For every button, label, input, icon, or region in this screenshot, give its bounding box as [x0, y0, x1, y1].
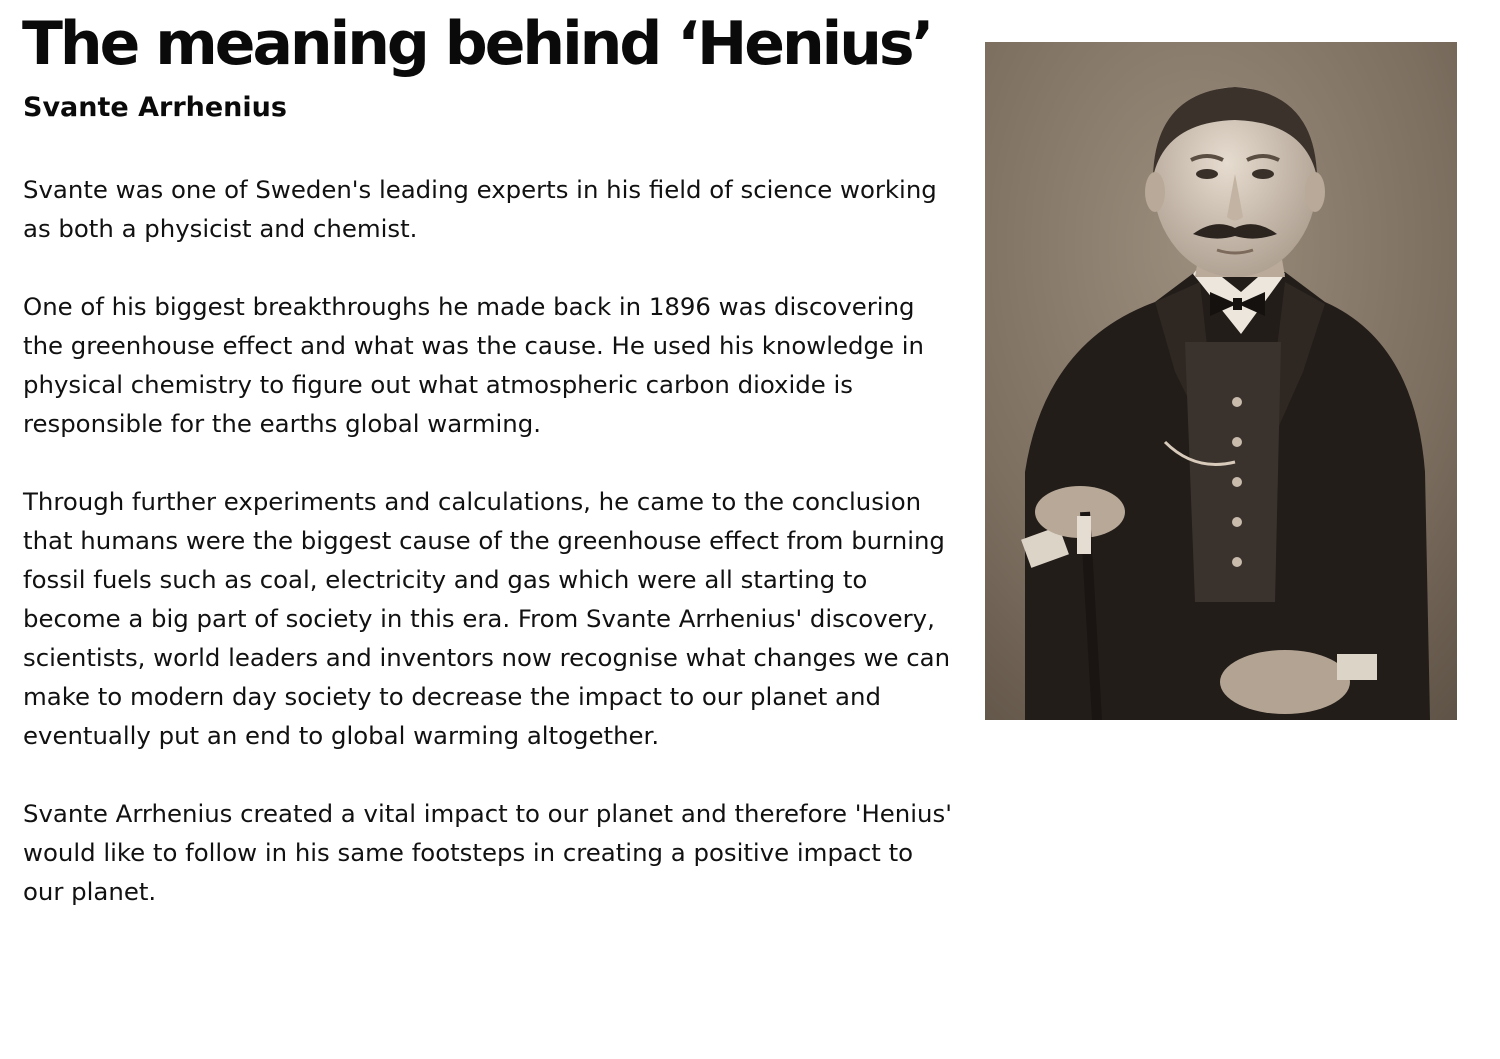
- page-subtitle: Svante Arrhenius: [23, 92, 287, 123]
- page-title: The meaning behind ‘Henius’: [22, 9, 932, 79]
- paragraph-conclusion: Through further experiments and calculations, he came to the conclusion that humans were the biggest cause of the greenhouse effect from burning fossil fuels such as coal, electricity and gas which were all starting to become a big part of society in this era. From Svante Arrhenius' discovery, scientists, world leaders and inventors now recognise what changes we can make to modern day society to decrease the impact to our planet and eventually put an end to global warming altogether.: [23, 487, 951, 750]
- paragraph-legacy: Svante Arrhenius created a vital impact to our planet and therefore 'Henius' would like to follow in his same footsteps in creating a positive impact to our planet.: [23, 799, 952, 906]
- paragraph-breakthrough: One of his biggest breakthroughs he made back in 1896 was discovering the greenhouse effect and what was the cause. He used his knowledge in physical chemistry to figure out what atmospheric carbon dioxide is responsible for the earths global warming.: [23, 292, 924, 438]
- article-body: [23, 170, 958, 950]
- right-hand: [1220, 650, 1350, 714]
- portrait-illustration: [985, 42, 1457, 720]
- portrait-photo: [985, 42, 1457, 720]
- paragraph-intro: Svante was one of Sweden's leading experts in his field of science working as both a physicist and chemist.: [23, 175, 937, 243]
